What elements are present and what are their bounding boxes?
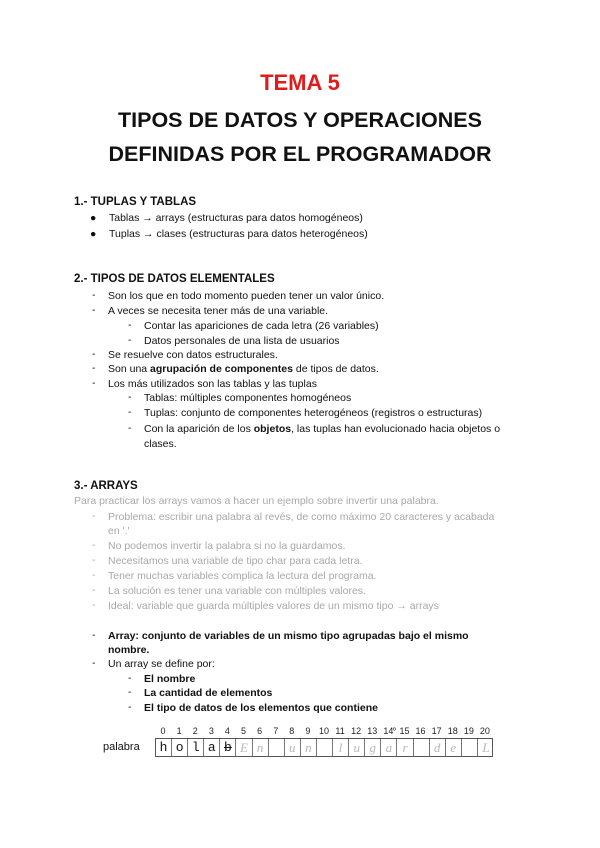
array-cell: L	[482, 740, 490, 755]
array-index-label: 1	[176, 726, 182, 736]
array-index-label: 13	[367, 726, 378, 736]
bullet-dash: -	[92, 348, 96, 360]
s2-line-1: Son los que en todo momento pueden tener un valor único.	[108, 290, 385, 302]
array-index-label: 2	[192, 726, 198, 736]
bullet-dash: -	[92, 289, 96, 301]
array-index-label: 12	[351, 726, 362, 736]
s3-grey-1: Problema: escribir una palabra al revés, de como máximo 20 caracteres y acabada	[108, 511, 495, 523]
page-title-line-2: DEFINIDAS POR EL PROGRAMADOR	[108, 142, 492, 166]
bullet-dash: -	[92, 584, 96, 596]
bullet-dash: -	[92, 657, 96, 669]
array-index-label: 6	[257, 726, 263, 736]
section-1-heading: 1.- TUPLAS Y TABLAS	[74, 196, 197, 208]
bullet-dash: -	[128, 319, 132, 331]
array-cell	[462, 739, 478, 756]
array-cell: l	[333, 739, 349, 756]
array-cell: d	[430, 739, 446, 756]
array-index-note: º	[392, 726, 396, 735]
bullet-dash: -	[92, 569, 96, 581]
array-cell: g	[365, 739, 381, 756]
bullet-dot: ●	[90, 212, 97, 224]
s3-def-c: El tipo de datos de los elementos que contiene	[144, 702, 378, 714]
array-cell	[269, 739, 285, 756]
bullet-dash: -	[128, 391, 132, 403]
array-index-label: 10	[318, 726, 329, 736]
s2-line-5c-cont: clases.	[144, 438, 177, 450]
s2-line-5b: Tuplas: conjunto de componentes heterogéneos (registros o estructuras)	[144, 407, 483, 419]
s3-grey-3: Necesitamos una variable de tipo char para cada letra.	[108, 555, 363, 567]
bullet-dash: -	[128, 672, 132, 684]
s3-def-line-2: nombre.	[108, 644, 150, 656]
s2-line-2: A veces se necesita tener más de una variable.	[108, 305, 329, 317]
array-cell: E	[236, 739, 252, 756]
array-index-label: 4	[224, 726, 230, 736]
s1-item-1: Tablas → arrays (estructuras para datos homogéneos)	[109, 212, 363, 224]
s2-line-4: Son una agrupación de componentes de tipos de datos.	[108, 363, 379, 375]
bullet-dash: -	[92, 377, 96, 389]
s2-line-2a: Contar las apariciones de cada letra (26 variables)	[144, 320, 379, 332]
s2-line-5a: Tablas: múltiples componentes homogéneos	[144, 392, 352, 404]
array-index-label: 20	[479, 726, 490, 736]
bullet-dash: -	[92, 510, 96, 522]
s3-def-intro: Un array se define por:	[108, 658, 215, 670]
bullet-dash: -	[128, 406, 132, 418]
s3-grey-5: La solución es tener una variable con múltiples valores.	[108, 585, 366, 597]
array-cell: l	[188, 739, 204, 756]
array-cell: h	[156, 739, 172, 756]
section-2-heading: 2.- TIPOS DE DATOS ELEMENTALES	[74, 273, 275, 285]
bullet-dash: -	[92, 599, 96, 611]
array-index-label: 5	[241, 726, 247, 736]
bullet-dash: -	[92, 539, 96, 551]
bullet-dash: -	[128, 701, 132, 713]
array-index-label: 19	[463, 726, 474, 736]
array-cells	[155, 738, 493, 757]
array-cell: u	[349, 739, 365, 756]
bullet-dash: -	[92, 362, 96, 374]
section-3-heading: 3.- ARRAYS	[74, 480, 138, 492]
array-index-label: 16	[415, 726, 426, 736]
array-cell: n	[253, 739, 269, 756]
page-title-line-1: TIPOS DE DATOS Y OPERACIONES	[118, 108, 482, 132]
bullet-dash: -	[92, 629, 96, 641]
array-index-label: 3	[208, 726, 214, 736]
s3-grey-1-cont: en '.'	[108, 525, 130, 537]
s3-grey-6: Ideal: variable que guarda múltiples valores de un mismo tipo → arrays	[108, 600, 439, 612]
tema-number: TEMA 5	[260, 70, 340, 95]
array-label: palabra	[103, 741, 140, 753]
array-index-label: 14	[383, 726, 394, 736]
s3-grey-4: Tener muchas variables complica la lectura del programa.	[108, 570, 377, 582]
s3-def-a: El nombre	[144, 673, 196, 685]
array-index-label: 11	[335, 726, 345, 736]
bullet-dash: -	[92, 554, 96, 566]
array-cell: n	[301, 739, 317, 756]
array-cell: e	[446, 739, 462, 756]
array-index-label: 15	[399, 726, 410, 736]
s3-intro: Para practicar los arrays vamos a hacer un ejemplo sobre invertir una palabra.	[74, 495, 439, 507]
array-index-label: 18	[447, 726, 458, 736]
bullet-dot: ●	[90, 228, 97, 240]
array-cell: a	[204, 739, 220, 756]
bullet-dash: -	[128, 422, 132, 434]
array-cell: b	[220, 739, 236, 756]
array-index-label: 17	[431, 726, 442, 736]
array-cell: u	[285, 739, 301, 756]
s1-item-2: Tuplas → clases (estructuras para datos heterogéneos)	[109, 228, 368, 240]
array-cell: o	[172, 739, 188, 756]
array-cell	[317, 739, 333, 756]
array-index-label: 7	[273, 726, 279, 736]
s3-def-line-1: Array: conjunto de variables de un mismo tipo agrupadas bajo el mismo	[108, 630, 469, 642]
s2-line-3: Se resuelve con datos estructurales.	[108, 349, 278, 361]
s3-grey-2: No podemos invertir la palabra si no la guardamos.	[108, 540, 346, 552]
s2-line-5c: Con la aparición de los objetos, las tuplas han evolucionado hacia objetos o	[144, 423, 501, 435]
bullet-dash: -	[128, 686, 132, 698]
array-index-label: 0	[160, 726, 166, 736]
bullet-dash: -	[92, 304, 96, 316]
array-index-label: 8	[289, 726, 295, 736]
s2-line-2b: Datos personales de una lista de usuarios	[144, 335, 340, 347]
array-index-label: 9	[305, 726, 311, 736]
s3-def-b: La cantidad de elementos	[144, 687, 273, 699]
bullet-dash: -	[128, 334, 132, 346]
array-cell: r	[397, 739, 413, 756]
s2-line-5: Los más utilizados son las tablas y las tuplas	[108, 378, 317, 390]
array-cell: a	[381, 739, 397, 756]
array-cell	[414, 739, 430, 756]
